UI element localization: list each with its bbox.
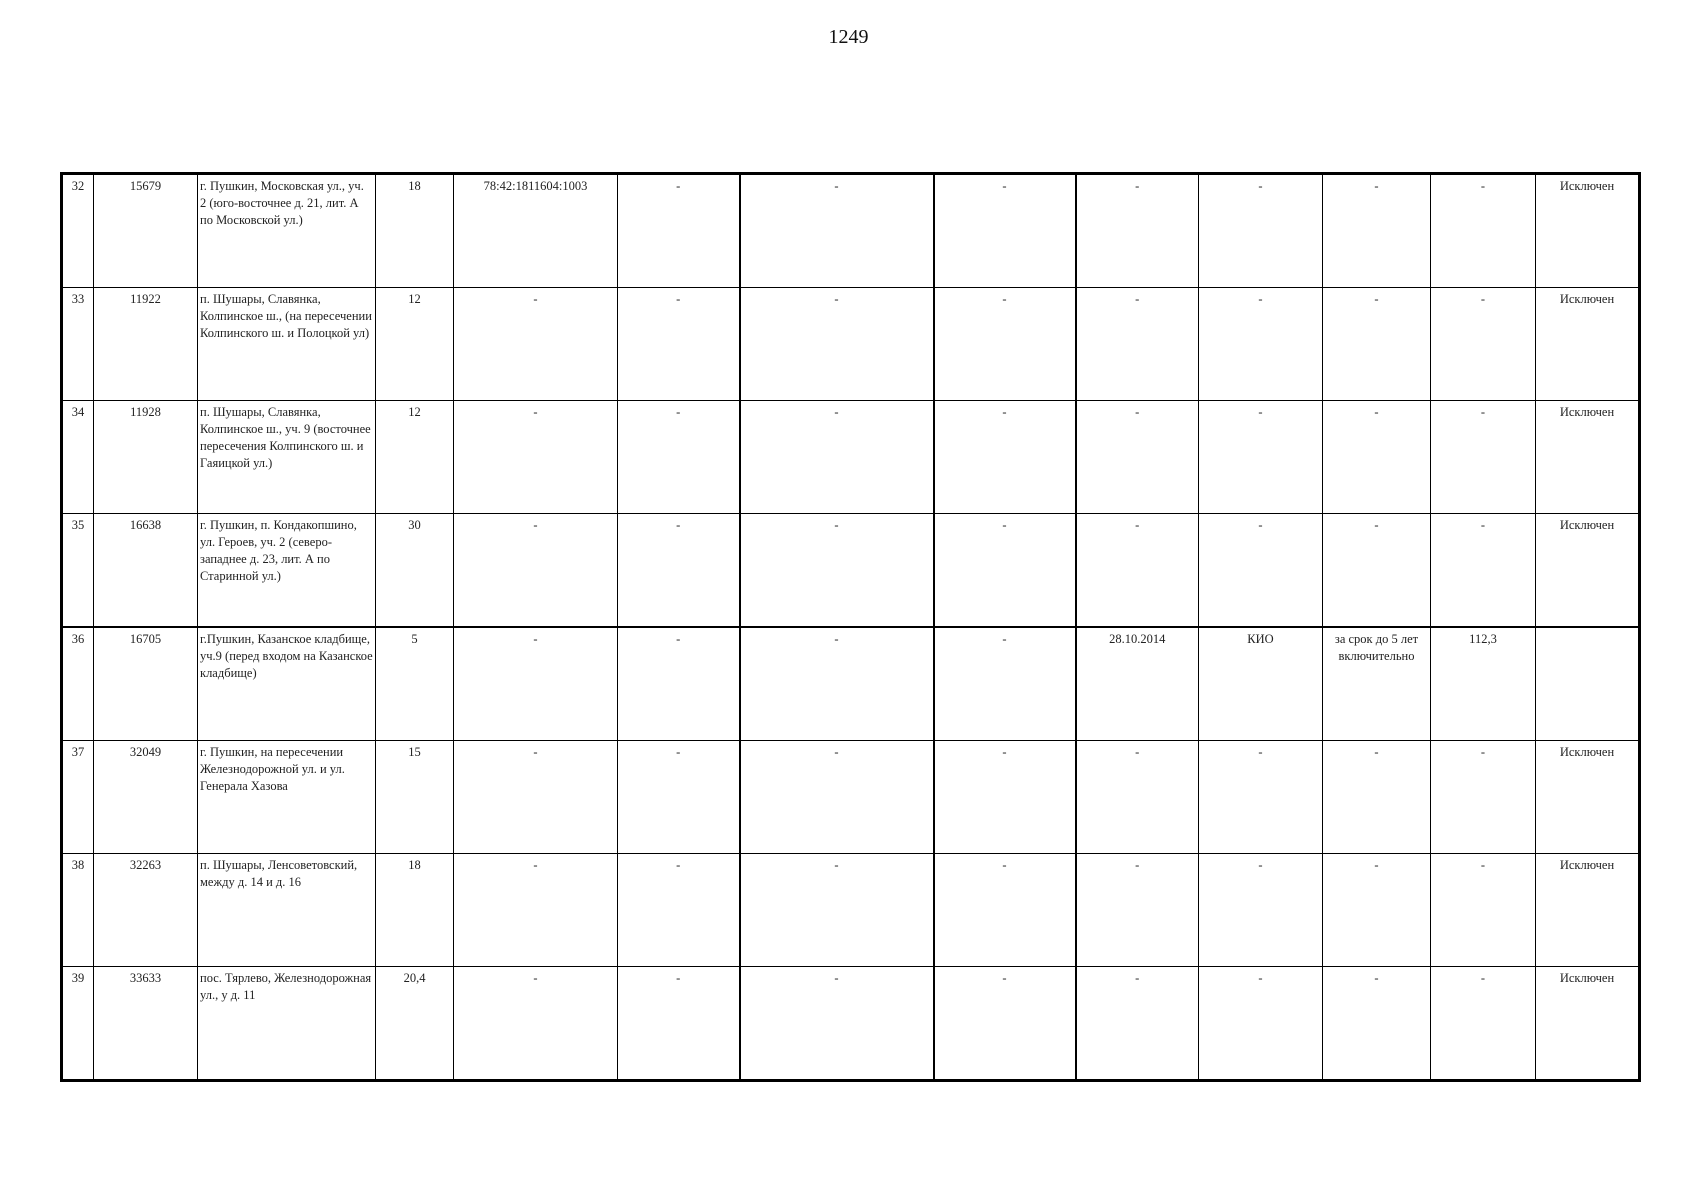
cell-status: Исключен	[1536, 288, 1640, 401]
cell-column-7: -	[740, 401, 934, 514]
cell-term: -	[1323, 401, 1431, 514]
table-row	[62, 174, 1640, 288]
cell-term: -	[1323, 967, 1431, 1081]
cell-row-number: 33	[62, 288, 94, 401]
cell-term: -	[1323, 741, 1431, 854]
cell-term: за срок до 5 лет включительно	[1323, 627, 1431, 741]
cell-status: Исключен	[1536, 741, 1640, 854]
cell-cadastral-number: -	[454, 967, 618, 1081]
cell-column-6: -	[618, 967, 740, 1081]
cell-term: -	[1323, 174, 1431, 288]
cell-column-6: -	[618, 288, 740, 401]
cell-column-7: -	[740, 854, 934, 967]
cell-organization: -	[1199, 741, 1323, 854]
cell-address: пос. Тярлево, Железнодорожная ул., у д. 11	[198, 967, 376, 1081]
cell-column-8: -	[934, 741, 1076, 854]
cell-address: г. Пушкин, Московская ул., уч. 2 (юго-восточнее д. 21, лит. А по Московской ул.)	[198, 174, 376, 288]
cell-status: Исключен	[1536, 174, 1640, 288]
cell-date: -	[1076, 967, 1199, 1081]
cell-row-number: 32	[62, 174, 94, 288]
cell-column-6: -	[618, 514, 740, 628]
cell-column-6: -	[618, 401, 740, 514]
cell-status: Исключен	[1536, 514, 1640, 628]
cell-date: -	[1076, 401, 1199, 514]
cell-object-id: 33633	[94, 967, 198, 1081]
cell-object-id: 15679	[94, 174, 198, 288]
cell-column-8: -	[934, 967, 1076, 1081]
cell-date: -	[1076, 174, 1199, 288]
cell-column-7: -	[740, 514, 934, 628]
cell-object-id: 16705	[94, 627, 198, 741]
cell-area: 18	[376, 174, 454, 288]
cell-area: 12	[376, 288, 454, 401]
cell-row-number: 39	[62, 967, 94, 1081]
cell-term: -	[1323, 854, 1431, 967]
cell-address: г.Пушкин, Казанское кладбище, уч.9 (перед входом на Казанское кладбище)	[198, 627, 376, 741]
cell-area: 5	[376, 627, 454, 741]
cell-date: -	[1076, 854, 1199, 967]
cell-address: г. Пушкин, на пересечении Железнодорожной ул. и ул. Генерала Хазова	[198, 741, 376, 854]
cell-value: -	[1431, 514, 1536, 628]
table-row	[62, 854, 1640, 967]
cell-organization: -	[1199, 967, 1323, 1081]
cell-object-id: 11922	[94, 288, 198, 401]
cell-value: -	[1431, 174, 1536, 288]
cell-area: 15	[376, 741, 454, 854]
cell-organization: -	[1199, 288, 1323, 401]
cell-organization: -	[1199, 514, 1323, 628]
cell-address: г. Пушкин, п. Кондакопшино, ул. Героев, уч. 2 (северо-западнее д. 23, лит. А по Старинной ул.)	[198, 514, 376, 628]
cell-address: п. Шушары, Ленсоветовский, между д. 14 и д. 16	[198, 854, 376, 967]
table-row	[62, 741, 1640, 854]
registry-table	[60, 172, 1641, 1082]
cell-term: -	[1323, 288, 1431, 401]
table-row	[62, 967, 1640, 1081]
cell-object-id: 11928	[94, 401, 198, 514]
cell-area: 18	[376, 854, 454, 967]
cell-value: 112,3	[1431, 627, 1536, 741]
cell-row-number: 38	[62, 854, 94, 967]
cell-area: 30	[376, 514, 454, 628]
table-row	[62, 401, 1640, 514]
table-row	[62, 627, 1640, 741]
cell-cadastral-number: -	[454, 288, 618, 401]
cell-column-7: -	[740, 627, 934, 741]
cell-column-7: -	[740, 288, 934, 401]
cell-address: п. Шушары, Славянка, Колпинское ш., уч. 9 (восточнее пересечения Колпинского ш. и Гаяицкой ул.)	[198, 401, 376, 514]
cell-cadastral-number: -	[454, 854, 618, 967]
cell-value: -	[1431, 741, 1536, 854]
cell-column-6: -	[618, 741, 740, 854]
cell-value: -	[1431, 401, 1536, 514]
cell-object-id: 32049	[94, 741, 198, 854]
cell-object-id: 16638	[94, 514, 198, 628]
cell-column-8: -	[934, 401, 1076, 514]
table-body	[62, 174, 1640, 1081]
cell-value: -	[1431, 854, 1536, 967]
cell-column-8: -	[934, 627, 1076, 741]
table-row	[62, 288, 1640, 401]
cell-status: Исключен	[1536, 401, 1640, 514]
cell-status: Исключен	[1536, 967, 1640, 1081]
cell-date: 28.10.2014	[1076, 627, 1199, 741]
cell-organization: -	[1199, 854, 1323, 967]
cell-term: -	[1323, 514, 1431, 628]
cell-address: п. Шушары, Славянка, Колпинское ш., (на пересечении Колпинского ш. и Полоцкой ул)	[198, 288, 376, 401]
cell-status: Исключен	[1536, 854, 1640, 967]
cell-cadastral-number: -	[454, 627, 618, 741]
cell-row-number: 36	[62, 627, 94, 741]
cell-row-number: 34	[62, 401, 94, 514]
page-number: 1249	[828, 26, 869, 48]
cell-date: -	[1076, 741, 1199, 854]
cell-area: 20,4	[376, 967, 454, 1081]
cell-value: -	[1431, 967, 1536, 1081]
cell-column-6: -	[618, 627, 740, 741]
cell-column-6: -	[618, 854, 740, 967]
cell-area: 12	[376, 401, 454, 514]
cell-object-id: 32263	[94, 854, 198, 967]
cell-column-6: -	[618, 174, 740, 288]
cell-date: -	[1076, 288, 1199, 401]
table-row	[62, 514, 1640, 628]
cell-organization: КИО	[1199, 627, 1323, 741]
cell-column-8: -	[934, 514, 1076, 628]
cell-cadastral-number: -	[454, 514, 618, 628]
cell-date: -	[1076, 514, 1199, 628]
cell-cadastral-number: 78:42:1811604:1003	[454, 174, 618, 288]
cell-cadastral-number: -	[454, 741, 618, 854]
cell-column-8: -	[934, 854, 1076, 967]
cell-column-7: -	[740, 741, 934, 854]
cell-status	[1536, 627, 1640, 741]
cell-column-7: -	[740, 174, 934, 288]
cell-cadastral-number: -	[454, 401, 618, 514]
cell-row-number: 35	[62, 514, 94, 628]
cell-value: -	[1431, 288, 1536, 401]
cell-column-7: -	[740, 967, 934, 1081]
cell-column-8: -	[934, 288, 1076, 401]
cell-row-number: 37	[62, 741, 94, 854]
cell-organization: -	[1199, 401, 1323, 514]
cell-organization: -	[1199, 174, 1323, 288]
cell-column-8: -	[934, 174, 1076, 288]
